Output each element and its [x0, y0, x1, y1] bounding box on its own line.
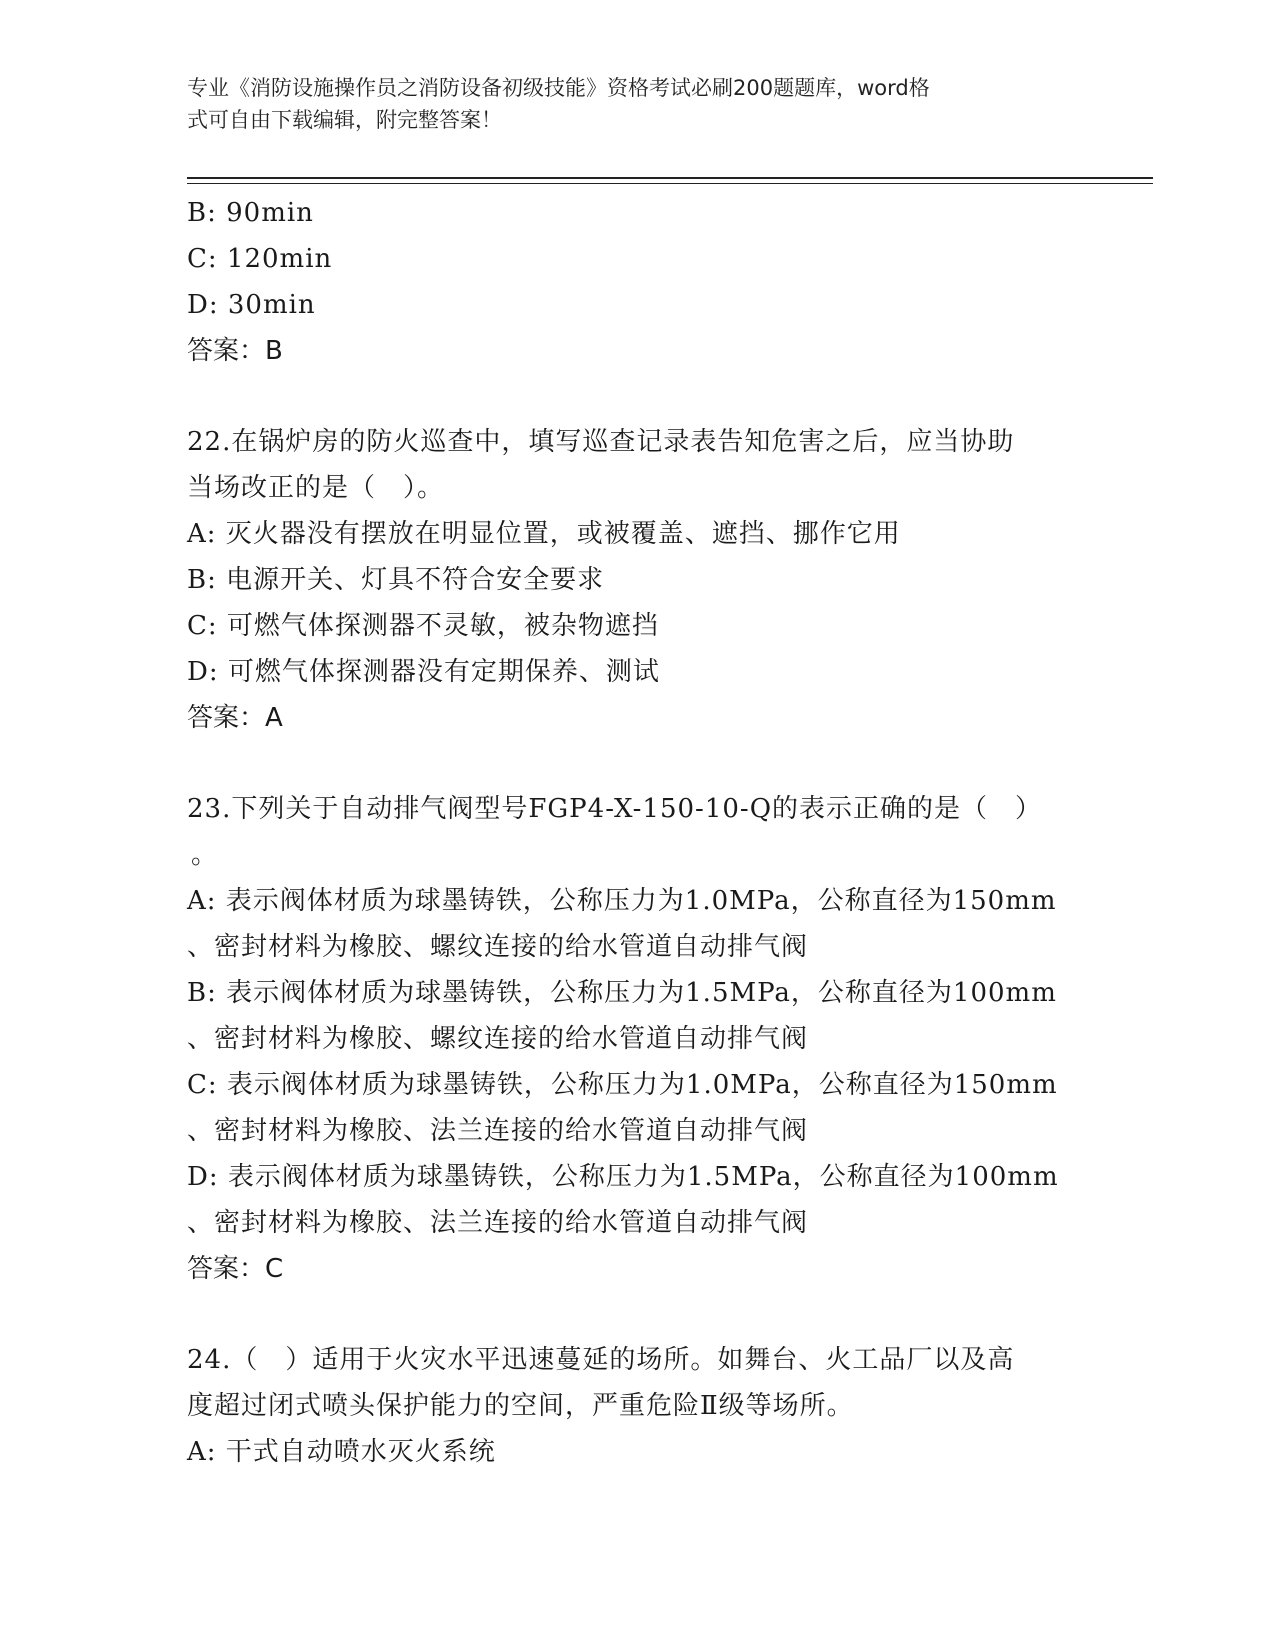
option-a-cont: 、密封材料为橡胶、螺纹连接的给水管道自动排气阀 [187, 932, 809, 962]
question-23 [187, 786, 1087, 1292]
option-c: C: 120min [187, 244, 333, 274]
option-a: A: 干式自动喷水灭火系统 [187, 1437, 496, 1467]
document-header [187, 72, 1087, 136]
option-c: C: 表示阀体材质为球墨铸铁，公称压力为1.0MPa，公称直径为150mm [187, 1070, 1058, 1100]
option-c: C: 可燃气体探测器不灵敏，被杂物遮挡 [187, 611, 659, 641]
question-24 [187, 1337, 1087, 1475]
question-stem: 22.在锅炉房的防火巡查中，填写巡查记录表告知危害之后，应当协助 [187, 427, 1015, 457]
header-line-1: 专业《消防设施操作员之消防设备初级技能》资格考试必刷200题题库，word格 [187, 76, 930, 100]
answer: 答案：A [187, 703, 283, 733]
header-rule-thick [187, 177, 1153, 179]
option-d-cont: 、密封材料为橡胶、法兰连接的给水管道自动排气阀 [187, 1208, 809, 1238]
document-body [187, 190, 1087, 1475]
question-22 [187, 419, 1087, 741]
header-rule-thin [187, 183, 1153, 184]
question-stem: 24.（ ）适用于火灾水平迅速蔓延的场所。如舞台、火工品厂以及高 [187, 1345, 1015, 1375]
option-d: D: 可燃气体探测器没有定期保养、测试 [187, 657, 660, 687]
question-stem: 当场改正的是（ ）。 [187, 473, 445, 503]
question-stem: 23.下列关于自动排气阀型号FGP4-X-150-10-Q的表示正确的是（ ） [187, 794, 1043, 824]
answer: 答案：B [187, 336, 283, 366]
header-line-2: 式可自由下载编辑，附完整答案！ [187, 108, 502, 132]
option-a: A: 表示阀体材质为球墨铸铁，公称压力为1.0MPa，公称直径为150mm [187, 886, 1057, 916]
answer: 答案：C [187, 1254, 284, 1284]
option-d: D: 表示阀体材质为球墨铸铁，公称压力为1.5MPa，公称直径为100mm [187, 1162, 1059, 1192]
option-c-cont: 、密封材料为橡胶、法兰连接的给水管道自动排气阀 [187, 1116, 809, 1146]
option-b-cont: 、密封材料为橡胶、螺纹连接的给水管道自动排气阀 [187, 1024, 809, 1054]
option-b: B: 90min [187, 198, 314, 228]
question-stem: 度超过闭式喷头保护能力的空间，严重危险Ⅱ级等场所。 [187, 1391, 854, 1421]
option-d: D: 30min [187, 290, 316, 320]
question-21-tail [187, 190, 1087, 374]
option-b: B: 电源开关、灯具不符合安全要求 [187, 565, 605, 595]
option-a: A: 灭火器没有摆放在明显位置，或被覆盖、遮挡、挪作它用 [187, 519, 901, 549]
question-stem: 。 [191, 840, 219, 870]
option-b: B: 表示阀体材质为球墨铸铁，公称压力为1.5MPa，公称直径为100mm [187, 978, 1057, 1008]
